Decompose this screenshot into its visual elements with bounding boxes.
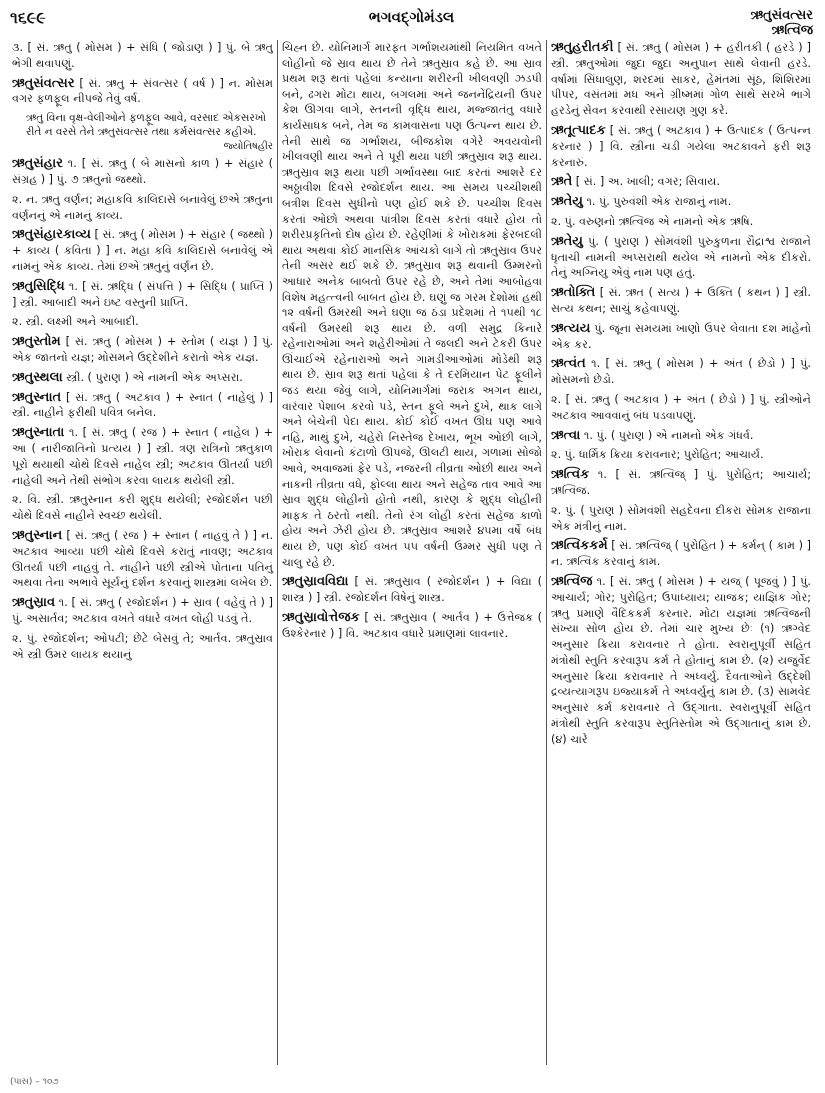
columns (8, 40, 817, 1065)
dictionary-entry (282, 610, 542, 642)
page-number: ૧૬૯૯ (10, 8, 46, 27)
dictionary-entry (12, 279, 273, 311)
headword: ઋતુસંહારકાવ્ય (12, 227, 91, 243)
headword: ઋતુહરીતકી (551, 40, 614, 55)
headword: ઋતેયુ (551, 233, 583, 249)
headword: ઋતુસ્તોમ (12, 334, 61, 350)
dictionary-entry (12, 40, 273, 72)
entry-definition: [ સં. ઋત્વિજ્ ( પુરોહિત ) + કર્મન્ ( કામ ) ] ન. ઋત્વિક કરવાનું કામ. (551, 539, 811, 569)
headword: ઋતે (551, 174, 573, 190)
entry-definition: [ સં. ઋતુસ્રાવ ( રજોદર્શન ) + વિદ્યા ( શાસ્ત્ર ) ] સ્ત્રી. રજોદર્શન વિષેનું શાસ્ત્ર. (282, 575, 542, 604)
dictionary-entry (551, 123, 811, 170)
dictionary-entry (551, 285, 811, 317)
entry-definition: ૨. વિ. સ્ત્રી. ઋતુસ્નાન કરી શુદ્ધ થયેલી; રજોદર્શન પછી ચોથે દિવસે નાહીને સ્વચ્છ થયેલી. (12, 493, 273, 523)
headword: ઋતુસિદ્ધિ (12, 278, 65, 294)
entry-definition: ૧. [ સં. ઋત્વિજ્ ] પું. પુરોહિત; આચાર્ય; ઋત્વિજ. (551, 468, 811, 497)
dictionary-entry (551, 392, 811, 424)
dictionary-entry (282, 574, 542, 606)
dictionary-entry (12, 314, 273, 330)
entry-definition: [ સં. ઋતુ ( મોસમ ) + હરીતકી ( હરડે ) ] સ્ત્રી. ઋતુઓમાં જુદા જુદા અનુપાન સાથે લેવાની હરડે. વર્ષામાં સિંધાલુણ, શરદમાં સાકર, હેમંતમાં સૂંઠ, શિશિરમાં પીપર, વસંતમાં મધ અને ગ્રીષ્મમાં ગોળ સાથે સરખે ભાગે હરડેનું સેવન કરવાથી રસાયણ ગુણ કરે. (551, 41, 811, 118)
entry-definition: [ સં. ] અ. ખાલી; વગર; સિવાય. (572, 175, 720, 189)
headword: ઋતુસ્નાતા (12, 425, 65, 441)
page-footer: (પાસ) – ૧૦૭ (10, 1077, 59, 1087)
column-2 (277, 40, 546, 1065)
entry-definition: પું. ( પુરાણ ) સોમવંશી પુરુકુળના રૌદ્રાશ્વ રાજાને ધૃતાચી નામની અપ્સરાથી થયેલ એ નામનો એક દીકરો. તેનું અગ્નિયુ એવું નામ પણ હતું. (551, 234, 811, 280)
book-title: ભગવદ્ગોમંડલ (368, 8, 455, 26)
entry-definition: ૧. [ સં. ઋતુ ( મોસમ ) + યજ્ ( પૂજવું ) ] પું. આચાર્ય; ગોર; પુરોહિત; ઉપાધ્યાય; યાજક; યાજ્ઞિક ગોર; ઋતુ પ્રમાણે વૈદિકકર્મ કરનાર. મોટા યજ્ઞમાં ઋત્વિજની સંખ્યા સોળ હોય છે. તેમાં ચાર મુખ્ય છેઃ (૧) ઋગ્વેદ અનુસાર ક્રિયા કરાવનાર તે હોતા. સ્વરાનુપૂર્વી સહિત મંત્રોથી સ્તુતિ કરવારૂપ કર્મ તે હોતાનું કામ છે. (૨) યજુર્વેદ અનુસાર ક્રિયા કરાવનાર તે અધ્વર્યુ. દૈવતાઓને ઉદ્દેશી દ્રવ્યત્યાગરૂપ ઇજ્યાકર્મ તે અધ્વર્યુનું કામ છે. (૩) સામવેદ અનુસાર કર્મ કરાવનાર તે ઉદ્ગાતા. સ્વરાનુપૂર્વી સહિત મંત્રોથી સ્તુતિ કરવારૂપ સ્તુતિસ્તોમ એ ઉદ્ગાતાનું કામ છે. (૪) ચારે (551, 574, 811, 746)
headword: ઋતેયુ (551, 194, 583, 210)
dictionary-entry (12, 192, 273, 224)
entry-definition: ૧. [ સં. ઋતુ ( મોસમ ) + અંત ( છેડો ) ] પું. મોસમનો છેડો. (551, 357, 811, 387)
column-1 (8, 40, 277, 1065)
dictionary-entry (12, 528, 273, 591)
dictionary-entry (551, 40, 811, 119)
headword: ઋત્વંત (551, 356, 586, 372)
entry-definition: [ સં. ઋતુ ( મોસમ ) + સંહાર ( જથ્થો ) + કાવ્ય ( કવિતા ) ] ન. મહા કવિ કાલિદાસે બનાવેલું એ નામનું એક કાવ્ય. તેમાં છએ ઋતુનું વર્ણન છે. (12, 228, 273, 273)
dictionary-entry (12, 334, 273, 366)
entry-definition: ૧. [ સં. ઋતુ ( રજ ) + સ્નાત ( નાહેલ ) + આ ( નારીજાતિનો પ્રત્યય ) ] સ્ત્રી. ત્રણ રાત્રિનો ઋતુકાળ પૂરો થયાથી ચોથે દિવસે નાહેલ સ્ત્રી; અટકાવ ઊતર્યા પછી નાહેલી અને તેથી સંભોગ કરવા લાયક થયેલી સ્ત્રી. (12, 426, 273, 487)
entry-definition: ૨. પું. રજોદર્શન; ઓપટી; છેટે બેસવું તે; આર્તવ. ઋતુસ્રાવ એ સ્ત્રી ઉમર લાયક થયાનું (12, 631, 273, 661)
dictionary-entry (551, 428, 811, 444)
dictionary-entry (12, 425, 273, 488)
dictionary-entry (12, 492, 273, 524)
entry-definition: ૨. પું. વરુણનો ઋત્વિજ એ નામનો એક ઋષિ. (551, 214, 754, 228)
headword: ઋતુસ્રાવ (12, 595, 56, 611)
entry-definition: ૧. [ સં. ઋતુ ( રજોદર્શન ) + સ્રાવ ( વહેવું તે ) ] પું. અસાર્તવ; અટકાવ વખતે વધારે વખત લોહી પડવું તે. (12, 596, 273, 625)
headword: ઋતુસ્રાવોત્તેજક (282, 609, 360, 625)
headword: ઋત્વા (551, 427, 581, 443)
entry-definition: ૩. [ સં. ઋતુ ( મોસમ ) + સંધિ ( જોડાણ ) ] પું. બે ઋતુ ભેગી થવાપણું. (12, 41, 273, 70)
headword: ઋતુસંવત્સર (12, 75, 75, 91)
definition-continuation: ચિહ્ન છે. યોનિમાર્ગ મારફત ગર્ભાશયમાંથી નિયમિત વખતે લોહીનો જે સ્રાવ થાય છે તેને ઋતુસ્રાવ કહે છે. આ સ્રાવ પ્રથમ શરૂ થતાં પહેલાં કન્યાના શરીરની ખીલવણી ઝડપી બને, ઢગરા મોટા થાય, બગલમાં અને જનનેંદ્રિયની ઉપર કેશ ઊગવા લાગે, સ્તનની વૃદ્ધિ થાય, મજ્જાતંતુ વધારે કાર્યસાધક બને, તેમ જ કામવાસના પણ ઉત્પન્ન થાય છે. તેની સાથે જ ગર્ભાશય, બીજકોશ વગેરે અવયવોની ખીલવણી થાય અને તે પૂરી થયા પછી ઋતુસ્રાવ શરૂ થાય. ઋતુસ્રાવ શરૂ થયા પછી ગર્ભાવસ્થા બાદ કરતાં આશરે દર અઠ્ઠાવીશ દિવસે રજોદર્શન થાય. આ સમય પચ્ચીશથી બત્રીશ દિવસ સુધીનો પણ હોઈ શકે છે. પચ્ચીશ દિવસ કરતાં ઓછો અથવા પાંત્રીશ દિવસ કરતાં વધારે હોય તો શરીરપ્રકૃતિનો દોષ હોય છે. રહેણીમાં કે ખોરાકમાં ફેરબદલી થાય અથવા કોઈ માનસિક આંચકો લાગે તો ઋતુસ્રાવ ઉપર તેની અસર થઈ શકે છે. ઋતુસ્રાવ શરૂ થવાની ઉમ્મરનો આધાર અનેક બાબતો ઉપર રહે છે, અને તેમાં આબોહવા વિશેષ મહત્ત્વની બાબત હોય છે. ઘણું જ ગરમ દેશોમાં હથી ૧૨ વર્ષની ઉમરથી અને ઘણા જ ઠંડા પ્રદેશમાં તે ૧૫થી ૧૮ વર્ષની ઉમરથી શરૂ થાય છે. વળી સમુદ્ર કિનારે રહેનારાઓમાં અને શહેરીઓમાં તે જલદી અને ટેકરી ઉપર ઊંચાઈએ રહેનારાઓ અને ગામડીઆઓમાં મોડેથી શરૂ થાય છે. સ્રાવ શરૂ થતાં પહેલાં કે તે દરમિયાન પેટ ફૂલીને જડ થયા જેવું લાગે, યોનિમાર્ગમાં જરાક અગન થાય, વારંવાર પેશાબ કરવો પડે, સ્તન ફૂલે અને દુખે, થાક લાગે અને બેચેની પેદા થાય. કોઈ કોઈ વખત ઊંઘ પણ આવે નહિ, માથું દુખે, ચહેરો નિસ્તેજ દેખાય, ભૂખ ઓછી લાગે, ખોરાક લેવાનો કંટાળો ઊપજે, ઊલટી થાય, ગળામાં સોજો આવે, અવાજમાં ફેર પડે, નજરની તીવ્રતા ઓછી થાય અને નાકની તીવ્રતા વધે, ફોલ્લા થાય અને સહેજ તાવ આવે આ સ્રાવ શુદ્ધ લોહીનો હોતો નથી, કારણ કે શુદ્ધ લોહીની માફક તે ઠરતો નથી. તેનો રંગ લોહી કરતાં સહેજ કાળો હોય અને ઝેરી હોય છે. ઋતુસ્રાવ આશરે ૪૫મા વર્ષે બંધ થાય છે, પણ કોઈ વખત ૫૫ વર્ષની ઉમ્મર સુધી પણ તે ચાલુ રહે છે. (282, 41, 542, 569)
dictionary-entry (551, 174, 811, 190)
dictionary-entry (551, 503, 811, 535)
entry-definition: સ્ત્રી. ( પુરાણ ) એ નામની એક અપ્સરા. (62, 370, 243, 384)
dictionary-entry (12, 595, 273, 627)
entry-definition: ૨. સ્ત્રી. લક્ષ્મી અને આબાદી. (12, 315, 139, 329)
headword: ઋત્વિજ (551, 573, 593, 589)
page-header (10, 8, 813, 38)
headword: ઋતુસ્નાત (12, 389, 62, 405)
guide-word-last: ઋત્વિજ (771, 23, 813, 38)
dictionary-entry (551, 574, 811, 748)
dictionary-entry (551, 538, 811, 570)
dictionary-entry (551, 447, 811, 463)
headword: ઋતુસ્થલા (12, 369, 63, 385)
entry-definition: ૨. ન. ઋતુ વર્ણન; મહાકવિ કાલિદાસે બનાવેલું છએ ઋતુના વર્ણનનું એ નામનું કાવ્ય. (12, 192, 273, 222)
headword: ઋતુસ્નાન (12, 527, 63, 543)
entry-definition: [ સં. ઋત ( સત્ય ) + ઉક્તિ ( કથન ) ] સ્ત્રી. સત્ય કથન; સાચું કહેવાપણું. (551, 286, 811, 315)
entry-definition: ૨. પું. ( પુરાણ ) સોમવંશી સહદેવના દીકરા સોમક રાજાના એક મંત્રીનું નામ. (551, 503, 811, 533)
headword: ઋતોક્તિ (551, 285, 596, 301)
dictionary-entry (551, 356, 811, 388)
headword: ઋતુસંહાર (12, 156, 63, 172)
entry-definition: [ સં. ઋતુસ્રાવ ( આર્તવ ) + ઉત્તેજક ( ઉશ્કેરનાર ) ] વિ. અટકાવ વધારે પ્રમાણમાં લાવનાર. (282, 610, 542, 640)
dictionary-entry (551, 234, 811, 281)
entry-definition: ૨. પું. ધાર્મિક ક્રિયા કરાવનાર; પુરોહિત; આચાર્ય. (551, 448, 764, 462)
dictionary-entry (12, 631, 273, 663)
entry-definition: [ સં. ઋતુ + સંવત્સર ( વર્ષ ) ] ન. મોસમ વગર ફળફૂલ નીપજે તેવું વર્ષ. (12, 76, 273, 106)
entry-definition: ૨. [ સં. ઋતુ ( અટકાવ ) + અંત ( છેડો ) ] પું. સ્ત્રીઓને અટકાવ આવવાનું બંધ પડવાપણું. (551, 392, 811, 422)
dictionary-entry (551, 214, 811, 230)
dictionary-entry (12, 370, 273, 386)
dictionary-entry (12, 227, 273, 274)
entry-definition: [ સં. ઋતુ ( મોસમ ) + સ્તોમ ( યજ્ઞ ) ] પું. એક જાતનો યજ્ઞ; મોસમને ઉદ્દેશીને કરાતો એક યજ્ઞ. (12, 335, 273, 364)
dictionary-entry (551, 194, 811, 210)
entry-definition: ૧. [ સં. ઋતુ ( બે માસનો કાળ ) + સંહાર ( સંગ્રહ ) ] પું. ૭ ઋતુનો જથ્થો. (12, 157, 273, 186)
headword: ઋતુસ્રાવવિદ્યા (282, 574, 349, 590)
column-3 (546, 40, 815, 1065)
headword: ઋત્વિક (551, 467, 590, 483)
dictionary-entry (12, 156, 273, 188)
entry-definition: [ સં. ઋતુ ( અટકાવ ) + સ્નાત ( નાહેલું ) ] સ્ત્રી. નાહીને ફરીથી પવિત્ર બનેલ. (12, 390, 273, 420)
guide-word-first: ઋતુસંવત્સર (750, 8, 813, 23)
entry-definition: [ સં. ઋતુ ( અટકાવ ) + ઉત્પાદક ( ઉત્પન્ન કરનાર ) ] વિ. સ્ત્રીના ચડી ગયેલા અટકાવને ફરી શરૂ કરનારું. (551, 123, 811, 169)
headword: ઋત્વિકકર્મ (551, 538, 608, 554)
entry-definition: [ સં. ઋતુ ( રજ ) + સ્નાન ( નાહવું તે ) ] ન. અટકાવ આવ્યા પછી ચોથે દિવસે કરાતું નાવણ; અટકાવ ઊતર્યા પછી નાહવું તે. નાહીને પછી સ્ત્રીએ પોતાના પતિનું અથવા તેના અભાવે સૂર્યનું દર્શન કરવાનું શાસ્ત્રમાં લખેલ છે. (12, 528, 273, 590)
entry-definition: પું. જૂના સમયમાં ખાણો ઉપર લેવાતા દશ માંહેનો એક કર. (551, 321, 811, 351)
quote-gloss: ઋતુ વિના વૃક્ષ-વેલીઓને ફળફૂલ આવે, વરસાદ એકસરખો રીતે ન વરસે તેને ઋતુસંવત્સર તથા કર્મસંવત્સર કહીએ. (26, 112, 267, 139)
headword: ઋતૂત્પાદક (551, 122, 606, 138)
dictionary-entry (12, 390, 273, 422)
dictionary-entry (12, 76, 273, 108)
dictionary-entry (551, 321, 811, 353)
headword: ઋત્યય (551, 320, 591, 336)
entry-definition: ૧. પું. ( પુરાણ ) એ નામનો એક ગંધર્વ. (580, 428, 754, 442)
quote-source: જ્યોતિષહીર (223, 141, 273, 153)
dictionary-entry (551, 467, 811, 499)
entry-definition: ૧. [ સં. ઋદ્ધિ ( સંપત્તિ ) + સિદ્ધિ ( પ્રાપ્તિ ) ] સ્ત્રી. આબાદી અને ઇષ્ટ વસ્તુની પ્રાપ્તિ. (12, 279, 273, 309)
entry-definition: ૧. પું. પુરુવંશી એક રાજાનું નામ. (582, 195, 732, 209)
